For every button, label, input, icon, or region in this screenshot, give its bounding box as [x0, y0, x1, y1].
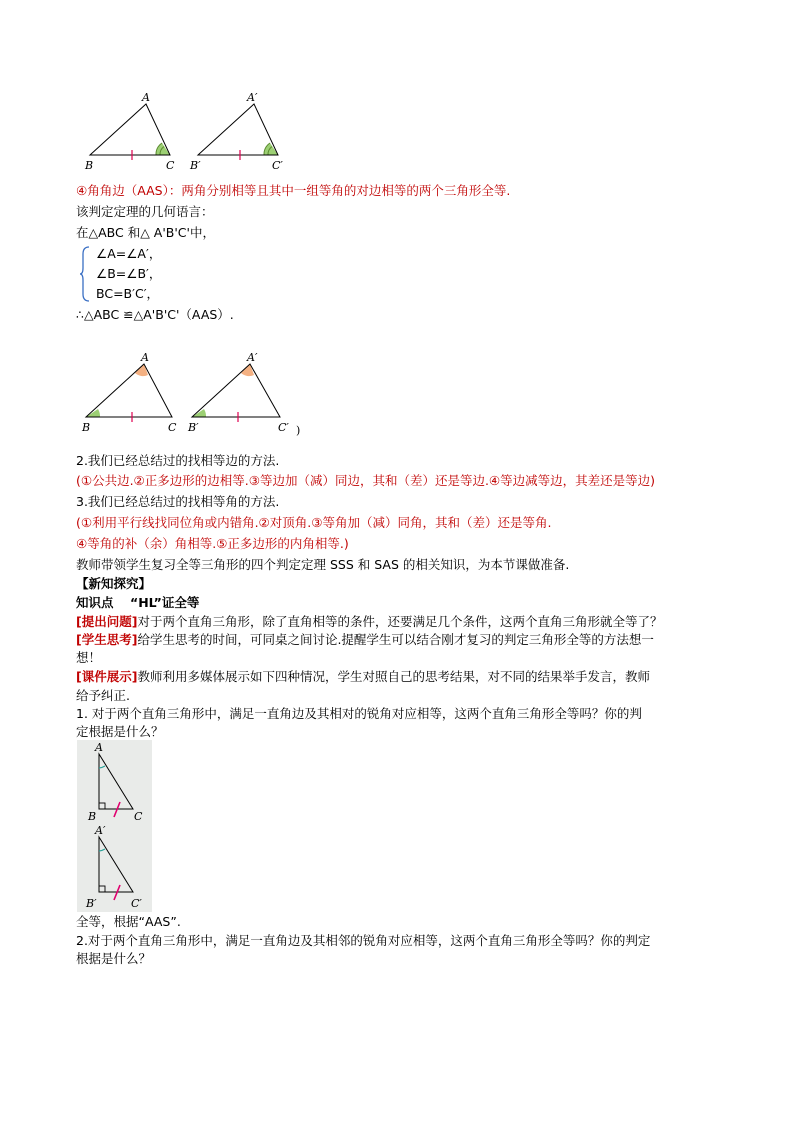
label-a2: A′ [247, 92, 258, 104]
show-para [76, 669, 650, 685]
label-c: C [166, 159, 175, 172]
question-tag: [提出问题] [76, 614, 138, 629]
think-text-2: 想！ [76, 650, 102, 665]
right-triangle-a2b2c2 [99, 837, 133, 892]
summary-q2: 2.我们已经总结过的找相等边的方法. [76, 453, 280, 468]
label-b2: B′ [86, 897, 97, 910]
think-para [76, 632, 654, 648]
label-a2: A′ [247, 351, 258, 364]
aas-conclusion: ∴△ABC ≌△A'B'C'（AAS）. [76, 307, 234, 322]
label-b: B [82, 421, 91, 434]
label-c2: C′ [278, 421, 289, 434]
problem-1-answer: 全等，根据“AAS”. [76, 914, 181, 929]
label-b2: B′ [188, 421, 199, 434]
right-triangle-abc [99, 754, 133, 809]
teacher-review: 教师带领学生复习全等三角形的四个判定定理 SSS 和 SAS 的相关知识，为本节课做准备. [76, 557, 570, 572]
label-c: C [134, 810, 143, 823]
closing-paren: ) [296, 424, 301, 436]
problem-2-line1: 2.对于两个直角三角形中，满足一直角边及其相邻的锐角对应相等，这两个直角三角形全等吗？你的判定 [76, 933, 651, 948]
left-brace-icon [80, 246, 90, 302]
think-text-1: 给学生思考的时间，可同桌之间讨论.提醒学生可以结合刚才复习的判定三角形全等的方法想一 [137, 632, 654, 647]
problem-2-line2: 根据是什么？ [76, 951, 152, 966]
label-a: A [142, 92, 150, 104]
triangle-a2b2c2-2 [192, 364, 280, 417]
aas-in-line: 在△ABC 和△ A'B'C'中， [76, 225, 215, 240]
summary-a3-line1: (①利用平行线找同位角或内错角.②对顶角.③等角加（减）同角，其和（差）还是等角. [76, 515, 552, 530]
question-para [76, 614, 662, 630]
problem-1-line1: 1. 对于两个直角三角形中，满足一直角边及其相对的锐角对应相等，这两个直角三角形全等吗？你的判 [76, 706, 642, 721]
aas-condition-1: ∠A=∠A′， [96, 246, 162, 261]
triangle-abc-2 [86, 364, 172, 417]
show-text-1: 教师利用多媒体展示如下四种情况，学生对照自己的思考结果，对不同的结果举手发言，教师 [137, 669, 650, 684]
label-a: A [95, 741, 103, 754]
aas-condition-3: BC=B′C′， [96, 286, 160, 301]
aas-title: ④角角边（AAS）：两角分别相等且其中一组等角的对边相等的两个三角形全等. [76, 183, 511, 198]
section-title: 【新知探究】 [76, 576, 152, 591]
knowledge-point-label: 知识点 [76, 595, 114, 610]
label-b2: B′ [190, 159, 201, 172]
label-c2: C′ [131, 897, 142, 910]
right-angle-mark-b2 [99, 886, 105, 892]
label-c: C [168, 421, 177, 434]
right-triangle-figure [77, 740, 152, 912]
angle-mark-c2-fill [264, 143, 278, 155]
show-text-2: 给予纠正. [76, 688, 130, 703]
think-tag: [学生思考] [76, 632, 138, 647]
show-tag: [课件展示] [76, 669, 138, 684]
knowledge-point-title: “HL”证全等 [130, 595, 200, 610]
problem-1-line2: 定根据是什么？ [76, 724, 164, 739]
triangle-figure-1 [82, 92, 292, 174]
geometry-language-label: 该判定定理的几何语言： [76, 204, 214, 219]
triangle-figure-2 [80, 350, 305, 436]
angle-arc-a2 [99, 849, 105, 851]
label-c2: C′ [272, 159, 283, 172]
label-b: B [85, 159, 94, 172]
aas-condition-2: ∠B=∠B′， [96, 266, 162, 281]
summary-q3: 3.我们已经总结过的找相等角的方法. [76, 494, 280, 509]
right-angle-mark-b [99, 803, 105, 809]
label-a2: A′ [95, 824, 106, 837]
angle-mark-c-fill [156, 143, 170, 155]
summary-a2: (①公共边.②正多边形的边相等.③等边加（减）同边，其和（差）还是等边.④等边减等边，其差还是等边) [76, 473, 655, 488]
summary-a3-line2: ④等角的补（余）角相等.⑤正多边形的内角相等.) [76, 536, 349, 551]
label-b: B [88, 810, 97, 823]
angle-arc-a [99, 766, 105, 768]
question-text: 对于两个直角三角形，除了直角相等的条件，还要满足几个条件，这两个直角三角形就全等了？ [137, 614, 663, 629]
label-a: A [141, 351, 149, 364]
